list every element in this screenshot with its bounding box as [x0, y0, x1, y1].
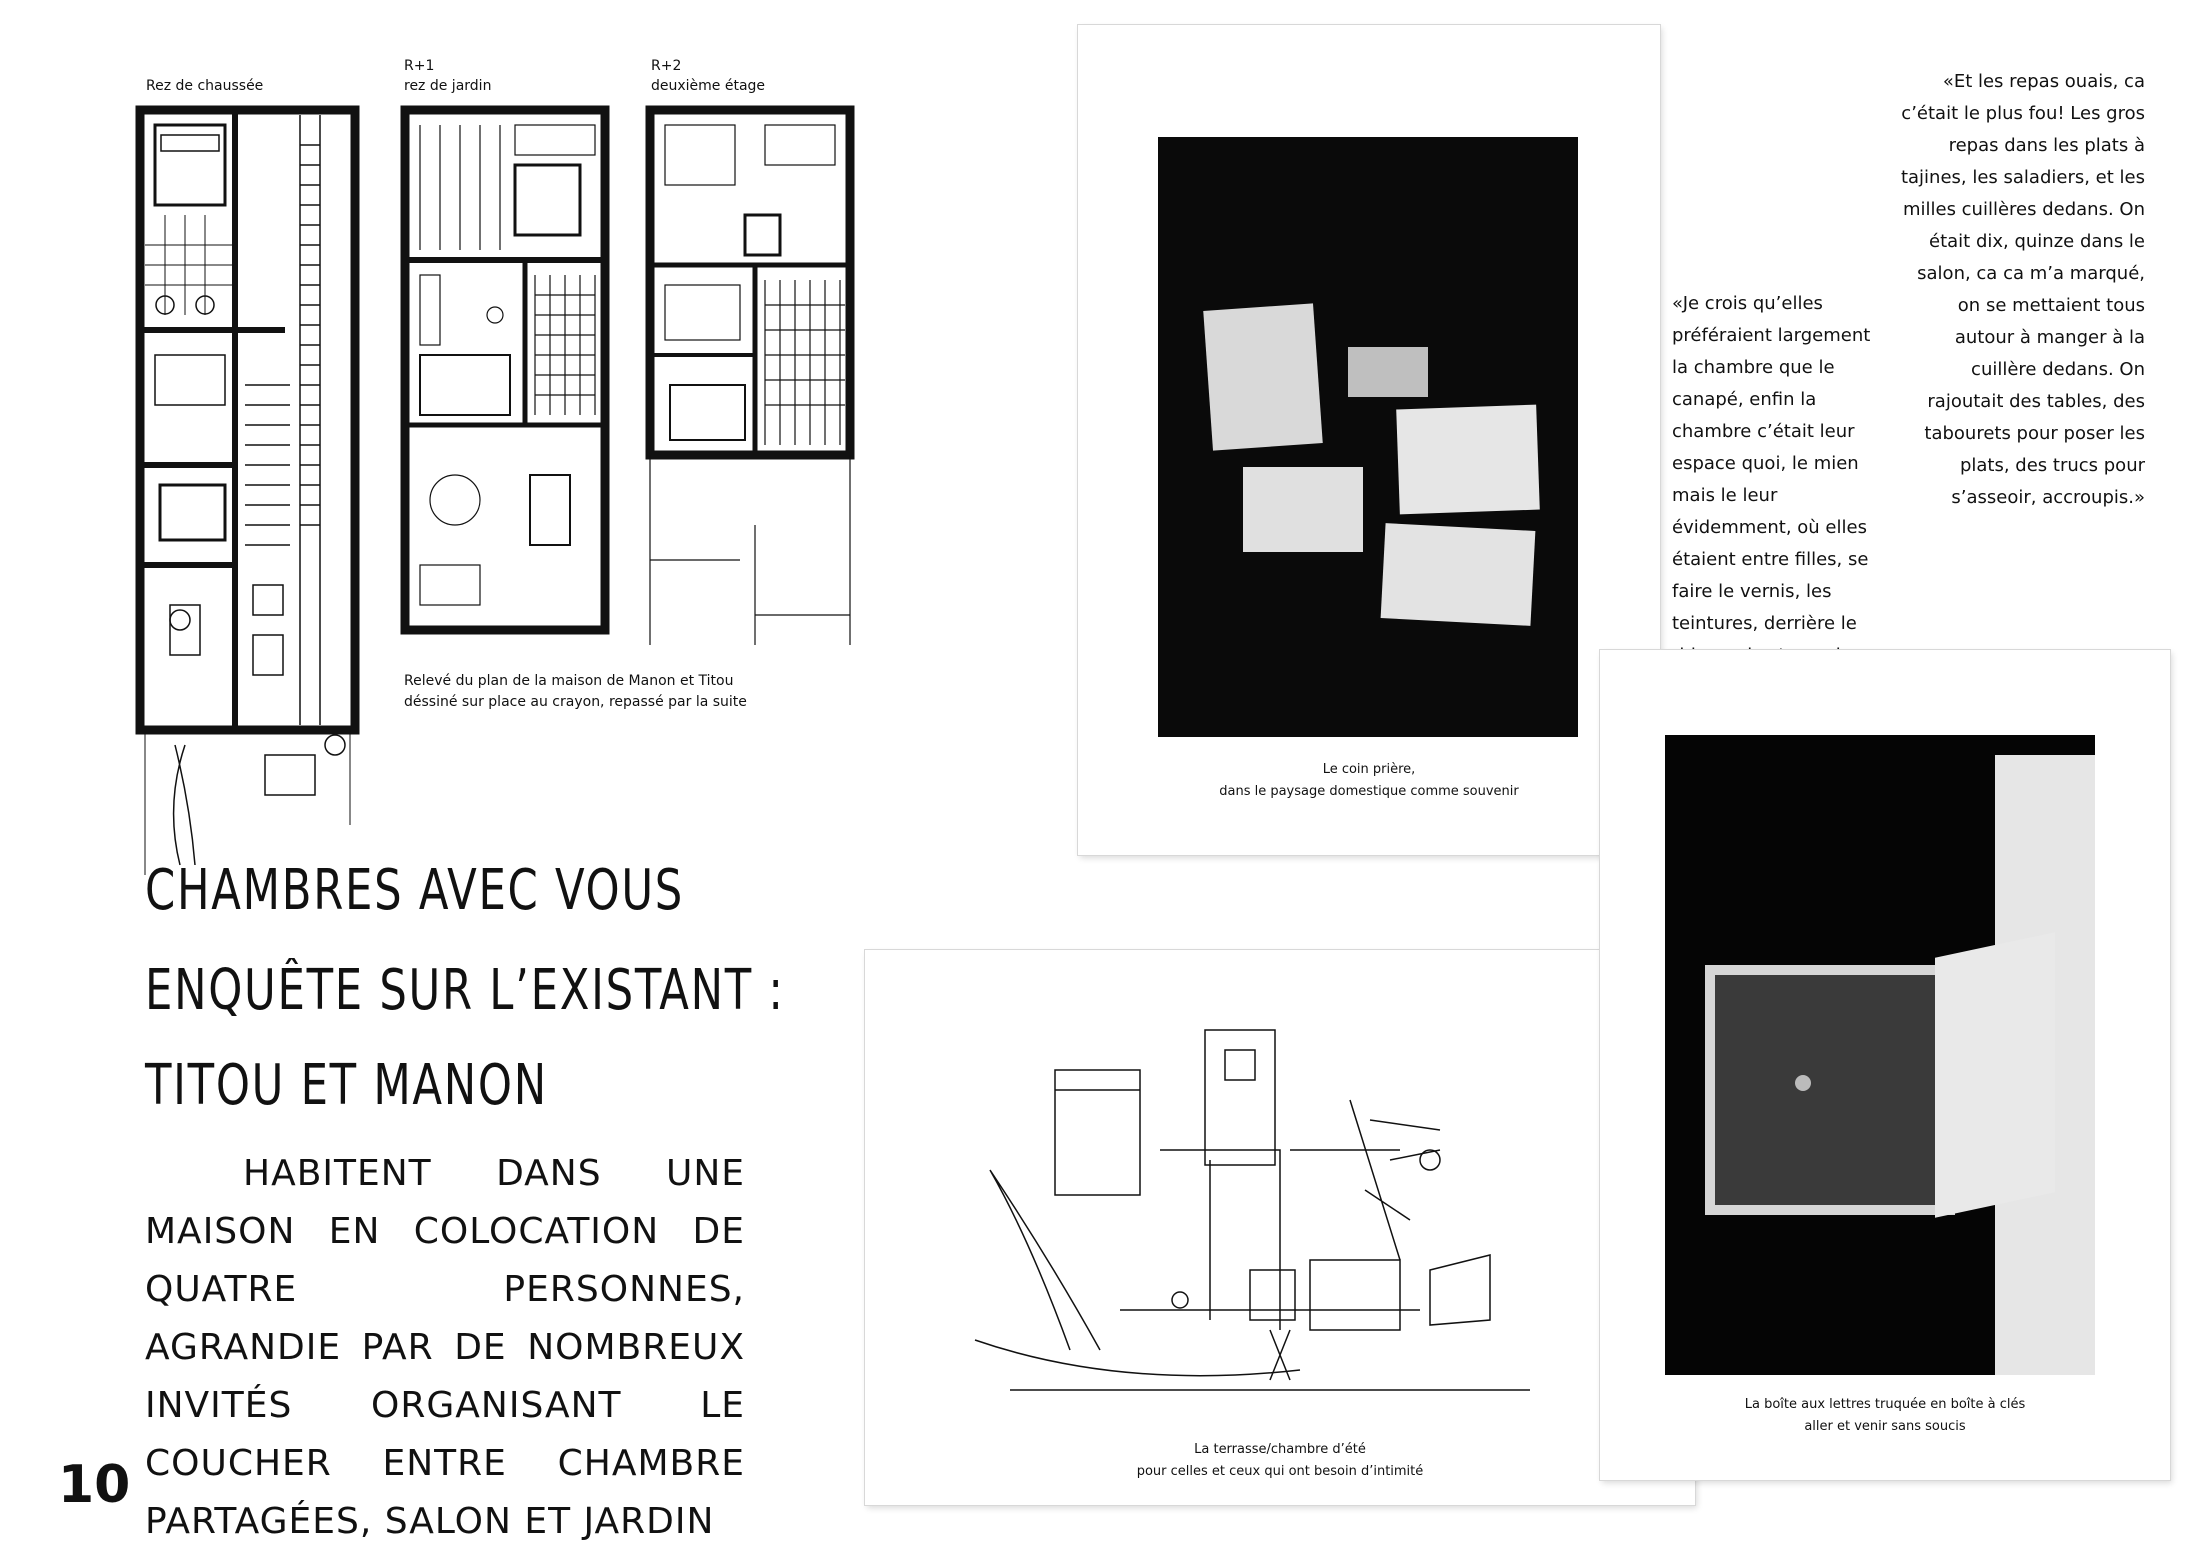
mailbox-photo [1665, 735, 2095, 1375]
photo-card-prayer-corner [1078, 25, 1660, 855]
prayer-corner-photo [1158, 137, 1578, 737]
key-hook [1795, 1075, 1811, 1091]
second-floor-plan [645, 105, 860, 645]
mailbox-door [1935, 932, 2055, 1218]
page-number: 10 [58, 1455, 131, 1515]
caption-prayer-line2: dans le paysage domestique comme souvenir [1219, 784, 1519, 799]
small-picture [1348, 347, 1428, 397]
terrace-sketch [970, 1010, 1570, 1410]
mailbox-interior [1705, 965, 1955, 1215]
plan-caption-line2: déssiné sur place au crayon, repassé par la suite [404, 694, 747, 710]
quote-left: «Je crois qu’elles préféraient largement la chambre que le canapé, enfin la chambre c’était leur espace quoi, le mien mais le leur évidemment, où elles étaient entre filles, se faire le vernis, les teintures, derrière le [1672, 293, 1871, 634]
page-title-line1: CHAMBRES AVEC VOUS [145, 858, 684, 923]
photo-card-terrace [865, 950, 1695, 1505]
page-title-line2: ENQUÊTE SUR L’EXISTANT : [145, 958, 785, 1023]
subtitle-paragraph: HABITENT DANS UNE MAISON EN COLOCATION DE QUATRE PERSONNES, AGRANDIE PAR DE NOMBREUX INVITÉS ORGANISANT LE COUCHER ENTRE CHAMBRE PARTAGÉES, SALON ET JARDIN [145, 1153, 745, 1542]
card-picture [1243, 467, 1363, 552]
page-title-line3: TITOU ET MANON [145, 1053, 548, 1118]
caption-terrace-line1: La terrasse/chambre d’été [1194, 1442, 1366, 1457]
caption-terrace-line2: pour celles et ceux qui ont besoin d’intimité [1136, 1464, 1424, 1479]
plan-caption-line1: Relevé du plan de la maison de Manon et Titou [404, 673, 734, 689]
card-picture-2 [1381, 523, 1536, 626]
floor-label-second-level: R+2 [651, 58, 682, 74]
floor-label-ground: Rez de chaussée [146, 78, 264, 94]
first-floor-plan [400, 105, 615, 645]
caption-mailbox-line2: aller et venir sans soucis [1804, 1419, 1966, 1434]
photo-card-mailbox [1600, 650, 2170, 1480]
quote-right: «Et les repas ouais, ca c’était le plus fou! Les gros repas dans les plats à tajines, les saladiers, et les milles cuillères dedans. On était dix, quinze dans le salon, ca ca m’a marqué, on se mettaient tous autour à manger à la cuillère dedans. On rajoutait des tables, des tabourets pour poser les plats, des trucs pour s’asseoir, accroupis.» [1900, 71, 2145, 508]
icon-image [1203, 303, 1322, 450]
floor-label-first-level: R+1 [404, 58, 435, 74]
caption-mailbox-line1: La boîte aux lettres truquée en boîte à clés [1744, 1397, 2026, 1412]
floor-label-first-name: rez de jardin [404, 78, 492, 94]
caption-prayer-line1: Le coin prière, [1322, 762, 1416, 777]
booklet-page [1396, 405, 1540, 515]
floor-label-second-name: deuxième étage [651, 78, 766, 94]
ground-floor-plan [135, 105, 365, 875]
